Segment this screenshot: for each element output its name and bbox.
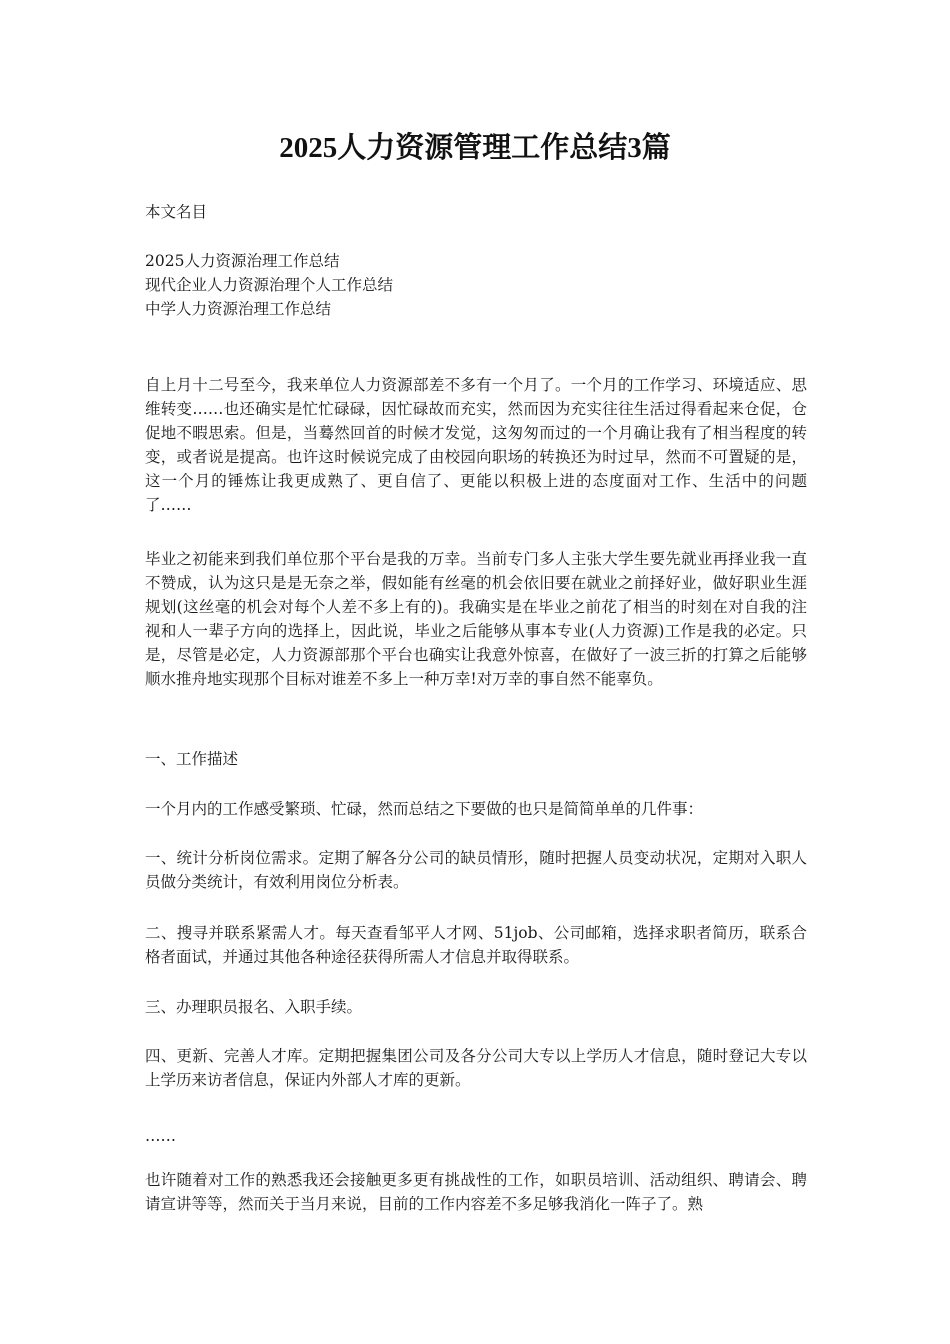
table-of-contents (145, 249, 807, 321)
list-item-recruiting: 二、搜寻并联系紧需人才。每天查看邹平人才网、51job、公司邮箱，选择求职者简历，联系合格者面试，并通过其他各种途径获得所需人才信息并取得联系。 (145, 924, 807, 966)
list-item-talent-pool: 四、更新、完善人才库。定期把握集团公司及各分公司大专以上学历人才信息，随时登记大专以上学历来访者信息，保证内外部人才库的更新。 (145, 1047, 807, 1089)
toc-label: 本文名目 (145, 203, 208, 221)
ellipsis: …… (145, 1127, 176, 1145)
toc-item: 中学人力资源治理工作总结 (145, 300, 332, 318)
list-item-onboarding: 三、办理职员报名、入职手续。 (145, 998, 363, 1016)
paragraph-intro: 自上月十二号至今，我来单位人力资源部差不多有一个月了。一个月的工作学习、环境适应、思维转变……也还确实是忙忙碌碌，因忙碌故而充实，然而因为充实往往生活过得看起来仓促，仓促地不暇思索。但是，当蓦然回首的时候才发觉，这匆匆而过的一个月确让我有了相当程度的转变，或者说是提高。也许这时候说完成了由校园向职场的转换还为时过早，然而不可置疑的是，这一个月的锤炼让我更成熟了、更自信了、更能以积极上进的态度面对工作、生活中的问题了…… (145, 376, 807, 514)
paragraph-work-summary: 一个月内的工作感受繁琐、忙碌，然而总结之下要做的也只是简简单单的几件事： (145, 800, 704, 818)
paragraph-opportunity: 毕业之初能来到我们单位那个平台是我的万幸。当前专门多人主张大学生要先就业再择业我一直不赞成，认为这只是是无奈之举，假如能有丝毫的机会依旧要在就业之前择好业，做好职业生涯规划(这丝毫的机会对每个人差不多上有的)。我确实是在毕业之前花了相当的时刻在对自我的注视和人一辈子方向的选择上，因此说，毕业之后能够从事本专业(人力资源)工作是我的必定。只是，尽管是必定，人力资源部那个平台也确实让我意外惊喜，在做好了一波三折的打算之后能够顺水推舟地实现那个目标对谁差不多上一种万幸!对万幸的事自然不能辜负。 (145, 550, 807, 688)
document-title: 2025人力资源管理工作总结3篇 (279, 132, 671, 164)
list-item-statistics: 一、统计分析岗位需求。定期了解各分公司的缺员情形，随时把握人员变动状况，定期对入职人员做分类统计，有效利用岗位分析表。 (145, 849, 807, 891)
paragraph-future-work: 也许随着对工作的熟悉我还会接触更多更有挑战性的工作，如职员培训、活动组织、聘请会、聘请宣讲等等，然而关于当月来说，目前的工作内容差不多足够我消化一阵子了。熟 (145, 1171, 807, 1213)
toc-item: 2025人力资源治理工作总结 (145, 252, 340, 270)
toc-item: 现代企业人力资源治理个人工作总结 (145, 276, 394, 294)
section-heading-work-description: 一、工作描述 (145, 750, 239, 768)
